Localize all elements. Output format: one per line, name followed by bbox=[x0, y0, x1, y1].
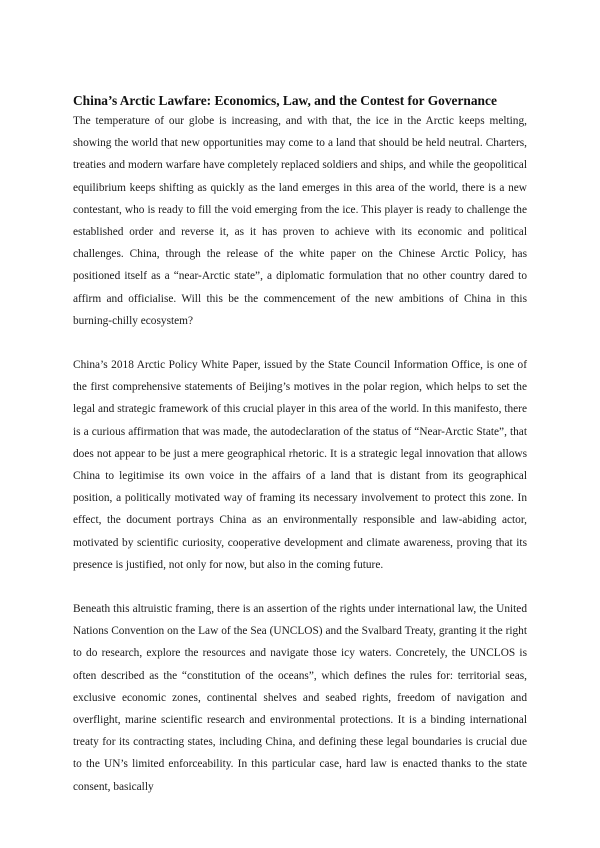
paragraph-white-paper: China’s 2018 Arctic Policy White Paper, issued by the State Council Information Office, is one of the first comprehensive statements of Beijing’s motives in the polar region, which helps to set the legal and strategic framework of this crucial player in this area of the world. In this manifesto, there is a curious affirmation that was made, the autodeclaration of the status of “Near-Arctic State”, that does not appear to be just a mere geographical rhetoric. It is a strategic legal innovation that allows China to legitimise its own voice in the affairs of a land that is distant from its geographical position, a politically motivated way of framing its necessary involvement to protect this zone. In effect, the document portrays China as an environmentally responsible and law-abiding actor, motivated by scientific curiosity, cooperative development and climate awareness, proving that its presence is justified, not only for now, but also in the coming future. bbox=[73, 359, 527, 571]
document-title: China’s Arctic Lawfare: Economics, Law, and the Contest for Governance bbox=[73, 93, 497, 108]
document-body bbox=[73, 92, 527, 798]
paragraph-intro: The temperature of our globe is increasing, and with that, the ice in the Arctic keeps melting, showing the world that new opportunities may come to a land that should be held neutral. Charters, treaties and modern warfare have completely replaced soldiers and ships, and while the geopolitical equilibrium keeps shifting as quickly as the land emerges in this area of the world, there is a new contestant, who is ready to fill the void emerging from the ice. This player is ready to challenge the established order and reverse it, as it has proven to achieve with its economic and political challenges. China, through the release of the white paper on the Chinese Arctic Policy, has positioned itself as a “near-Arctic state”, a diplomatic formulation that no other country dared to affirm and officialise. Will this be the commencement of the new ambitions of China in this burning-chilly ecosystem? bbox=[73, 115, 527, 327]
paragraph-international-law: Beneath this altruistic framing, there is an assertion of the rights under international law, the United Nations Convention on the Law of the Sea (UNCLOS) and the Svalbard Treaty, granting it the right to do research, explore the resources and navigate those icy waters. Concretely, the UNCLOS is often described as the “constitution of the oceans”, which defines the rules for: territorial seas, exclusive economic zones, continental shelves and seabed rights, freedom of navigation and overflight, marine scientific research and environmental protections. It is a binding international treaty for its contracting states, including China, and defining these legal boundaries is crucial due to the UN’s limited enforceability. In this particular case, hard law is enacted thanks to the state consent, basically bbox=[73, 603, 527, 793]
